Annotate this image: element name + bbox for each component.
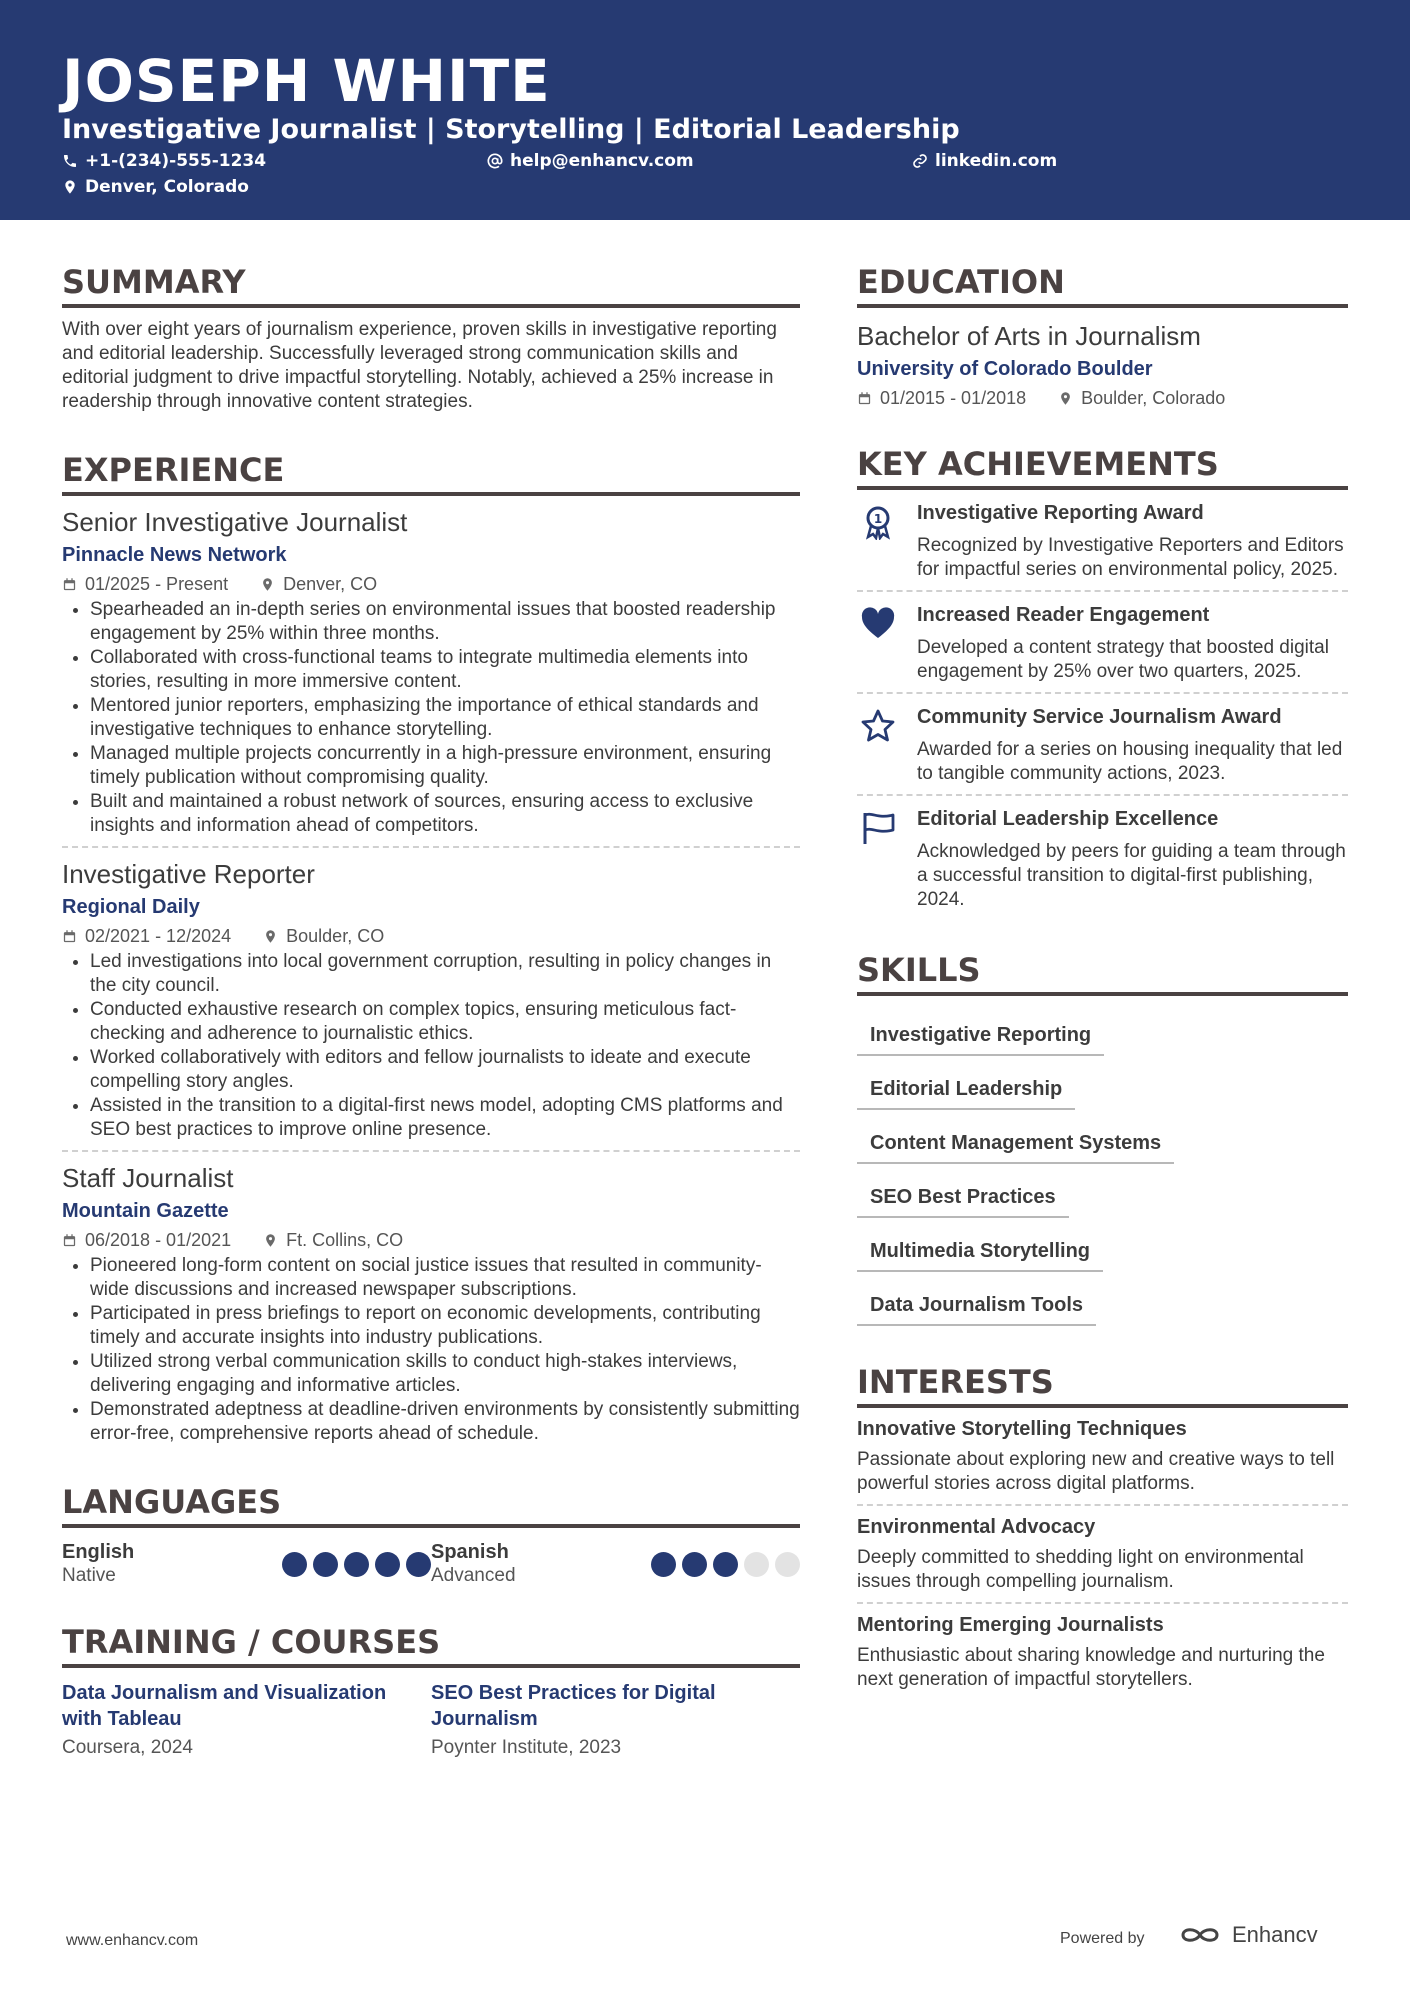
summary-text: With over eight years of journalism experience, proven skills in investigative reporting and editorial leadership. Successfully leveraged strong communication skills and editorial judgment to drive impactful storytelling. Notably, achieved a 25% increase in readership through innovative content strategies. [62, 319, 777, 412]
achievement-title: Investigative Reporting Award [917, 502, 1204, 524]
contact-email [487, 150, 694, 172]
job-bullet: • Spearheaded an in-depth series on environmental issues that boosted readership engagement by 25% within three months. [90, 598, 800, 646]
course-source: Coursera, 2024 [62, 1737, 193, 1758]
job-divider [62, 846, 800, 848]
interest-title: Mentoring Emerging Journalists [857, 1614, 1164, 1636]
course-source: Poynter Institute, 2023 [431, 1737, 622, 1758]
job-meta [62, 924, 800, 948]
job-dates: 02/2021 - 12/2024 [85, 926, 232, 946]
location-text: Denver, Colorado [85, 177, 249, 197]
company-name: Pinnacle News Network [62, 544, 287, 566]
rating-dot [282, 1552, 307, 1577]
at-sign-icon [487, 153, 503, 169]
job-bullet: • Built and maintained a robust network of sources, ensuring access to exclusive insights and information ahead of competitors. [90, 790, 800, 838]
rating-dot [313, 1552, 338, 1577]
course-title: SEO Best Practices for Digital Journalism [431, 1682, 716, 1730]
skill-tag: Content Management Systems [857, 1122, 1174, 1164]
job-meta [62, 1228, 800, 1252]
calendar-icon [857, 391, 872, 406]
job-title: Senior Investigative Journalist [62, 507, 408, 537]
interests-list [857, 1408, 1348, 1700]
location-pin-icon [263, 1233, 278, 1248]
rating-dot [344, 1552, 369, 1577]
flag-icon [857, 806, 899, 912]
language-item [62, 1540, 431, 1588]
interests-heading: INTERESTS [857, 1362, 1348, 1408]
skills-list [857, 1002, 1348, 1326]
heart-icon [857, 602, 899, 684]
languages-heading: LANGUAGES [62, 1482, 800, 1528]
achievements-heading: KEY ACHIEVEMENTS [857, 444, 1348, 490]
rating-dot [775, 1552, 800, 1577]
interest-title: Innovative Storytelling Techniques [857, 1418, 1187, 1440]
job-bullets [62, 1254, 800, 1446]
rating-dot [682, 1552, 707, 1577]
achievement-item [857, 592, 1348, 692]
calendar-icon [62, 577, 77, 592]
phone-icon [62, 153, 78, 169]
job-dates: 01/2025 - Present [85, 574, 229, 594]
achievements-list [857, 490, 1348, 920]
achievement-description: Developed a content strategy that boosted digital engagement by 25% over two quarters, 2025. [917, 637, 1329, 682]
languages-list [62, 1540, 800, 1588]
job-bullet: • Led investigations into local government corruption, resulting in policy changes in the city council. [90, 950, 800, 998]
job-bullet: • Assisted in the transition to a digital-first news model, adopting CMS platforms and SEO best practices to improve online presence. [90, 1094, 800, 1142]
contact-phone [62, 150, 266, 172]
education-heading: EDUCATION [857, 262, 1348, 308]
job-meta [62, 572, 800, 596]
job-title: Staff Journalist [62, 1163, 234, 1193]
rating-dot [713, 1552, 738, 1577]
interest-title: Environmental Advocacy [857, 1516, 1096, 1538]
experience-list [62, 506, 800, 1446]
enhancv-logo-icon [1178, 1922, 1226, 1948]
job-location: Denver, CO [283, 574, 378, 594]
achievement-title: Editorial Leadership Excellence [917, 808, 1219, 830]
job-bullet: • Worked collaboratively with editors and fellow journalists to ideate and execute compelling story angles. [90, 1046, 800, 1094]
calendar-icon [62, 929, 77, 944]
contact-linkedin [912, 150, 1057, 172]
achievement-description: Recognized by Investigative Reporters and Editors for impactful series on environmental policy, 2025. [917, 535, 1344, 580]
job-bullet: • Collaborated with cross-functional teams to integrate multimedia elements into stories, resulting in more immersive content. [90, 646, 800, 694]
skills-heading: SKILLS [857, 950, 1348, 996]
company-name: Regional Daily [62, 896, 200, 918]
skill-tag: Multimedia Storytelling [857, 1230, 1103, 1272]
education-meta [857, 386, 1348, 410]
summary-heading: SUMMARY [62, 262, 800, 308]
candidate-title: Investigative Journalist | Storytelling | Editorial Leadership [62, 114, 960, 145]
job-bullet: • Conducted exhaustive research on complex topics, ensuring meticulous fact-checking and adherence to journalistic ethics. [90, 998, 800, 1046]
linkedin-text[interactable]: linkedin.com [935, 151, 1058, 171]
footer-url[interactable]: www.enhancv.com [66, 1932, 199, 1949]
achievement-title: Community Service Journalism Award [917, 706, 1282, 728]
course-item [62, 1680, 431, 1760]
interest-description: Passionate about exploring new and creative ways to tell powerful stories across digital platforms. [857, 1449, 1335, 1494]
interest-item [857, 1604, 1348, 1700]
achievement-item [857, 490, 1348, 590]
job-bullets [62, 950, 800, 1142]
skill-tag: Editorial Leadership [857, 1068, 1075, 1110]
achievement-item [857, 796, 1348, 920]
job-divider [62, 1150, 800, 1152]
footer-brand-name: Enhancv [1232, 1922, 1318, 1947]
phone-text[interactable]: +1-(234)-555-1234 [85, 151, 267, 171]
language-level: Native [62, 1565, 116, 1586]
training-heading: TRAINING / COURSES [62, 1622, 800, 1668]
job-bullet: • Demonstrated adeptness at deadline-driven environments by consistently submitting error-free, comprehensive reports ahead of schedule. [90, 1398, 800, 1446]
course-item [431, 1680, 800, 1760]
job-location: Ft. Collins, CO [286, 1230, 404, 1250]
contact-location [62, 176, 249, 198]
location-pin-icon [62, 179, 78, 195]
job-location: Boulder, CO [286, 926, 385, 946]
calendar-icon [62, 1233, 77, 1248]
footer-powered-by: Powered by [1060, 1930, 1145, 1947]
right-column [857, 262, 1348, 1700]
degree: Bachelor of Arts in Journalism [857, 321, 1201, 351]
job-bullet: • Managed multiple projects concurrently in a high-pressure environment, ensuring timely publication without compromising quality. [90, 742, 800, 790]
svg-text:1: 1 [873, 512, 883, 526]
left-column [62, 262, 800, 1760]
language-rating [282, 1552, 431, 1577]
language-name: Spanish [431, 1541, 509, 1563]
job-bullet: • Pioneered long-form content on social justice issues that resulted in community-wide discussions and increased newspaper subscriptions. [90, 1254, 800, 1302]
location-pin-icon [1058, 391, 1073, 406]
job-bullet: • Mentored junior reporters, emphasizing the importance of ethical standards and investigative techniques to enhance storytelling. [90, 694, 800, 742]
company-name: Mountain Gazette [62, 1200, 229, 1222]
achievement-description: Acknowledged by peers for guiding a team through a successful transition to digital-first publishing, 2024. [917, 841, 1346, 910]
job-bullets [62, 598, 800, 838]
job-dates: 06/2018 - 01/2021 [85, 1230, 232, 1250]
course-title: Data Journalism and Visualization with Tableau [62, 1682, 387, 1730]
interest-item [857, 1506, 1348, 1602]
email-text[interactable]: help@enhancv.com [510, 151, 694, 171]
school-name: University of Colorado Boulder [857, 358, 1153, 380]
education-dates: 01/2015 - 01/2018 [880, 388, 1027, 408]
language-item [431, 1540, 800, 1588]
award-ribbon-icon [857, 500, 899, 582]
location-pin-icon [263, 929, 278, 944]
language-rating [651, 1552, 800, 1577]
achievement-title: Increased Reader Engagement [917, 604, 1210, 626]
rating-dot [651, 1552, 676, 1577]
skill-tag: Investigative Reporting [857, 1014, 1104, 1056]
language-level: Advanced [431, 1565, 516, 1586]
skill-tag: Data Journalism Tools [857, 1284, 1096, 1326]
candidate-name: JOSEPH WHITE [62, 47, 551, 115]
job-title: Investigative Reporter [62, 859, 315, 889]
rating-dot [375, 1552, 400, 1577]
rating-dot [744, 1552, 769, 1577]
job-bullet: • Participated in press briefings to report on economic developments, contributing timely and accurate insights into industry publications. [90, 1302, 800, 1350]
link-icon [912, 153, 928, 169]
star-icon [857, 704, 899, 786]
footer-brand[interactable] [1178, 1922, 1318, 1948]
interest-item [857, 1408, 1348, 1504]
interest-description: Deeply committed to shedding light on environmental issues through compelling journalism. [857, 1547, 1304, 1592]
achievement-item [857, 694, 1348, 794]
training-list [62, 1680, 800, 1760]
interest-description: Enthusiastic about sharing knowledge and nurturing the next generation of impactful storytellers. [857, 1645, 1325, 1690]
education-location: Boulder, Colorado [1081, 388, 1226, 408]
rating-dot [406, 1552, 431, 1577]
job-bullet: • Utilized strong verbal communication skills to conduct high-stakes interviews, delivering engaging and informative articles. [90, 1350, 800, 1398]
resume-header [0, 0, 1410, 220]
experience-heading: EXPERIENCE [62, 450, 800, 496]
achievement-description: Awarded for a series on housing inequality that led to tangible community actions, 2023. [917, 739, 1343, 784]
location-pin-icon [260, 577, 275, 592]
language-name: English [62, 1541, 135, 1563]
skill-tag: SEO Best Practices [857, 1176, 1069, 1218]
